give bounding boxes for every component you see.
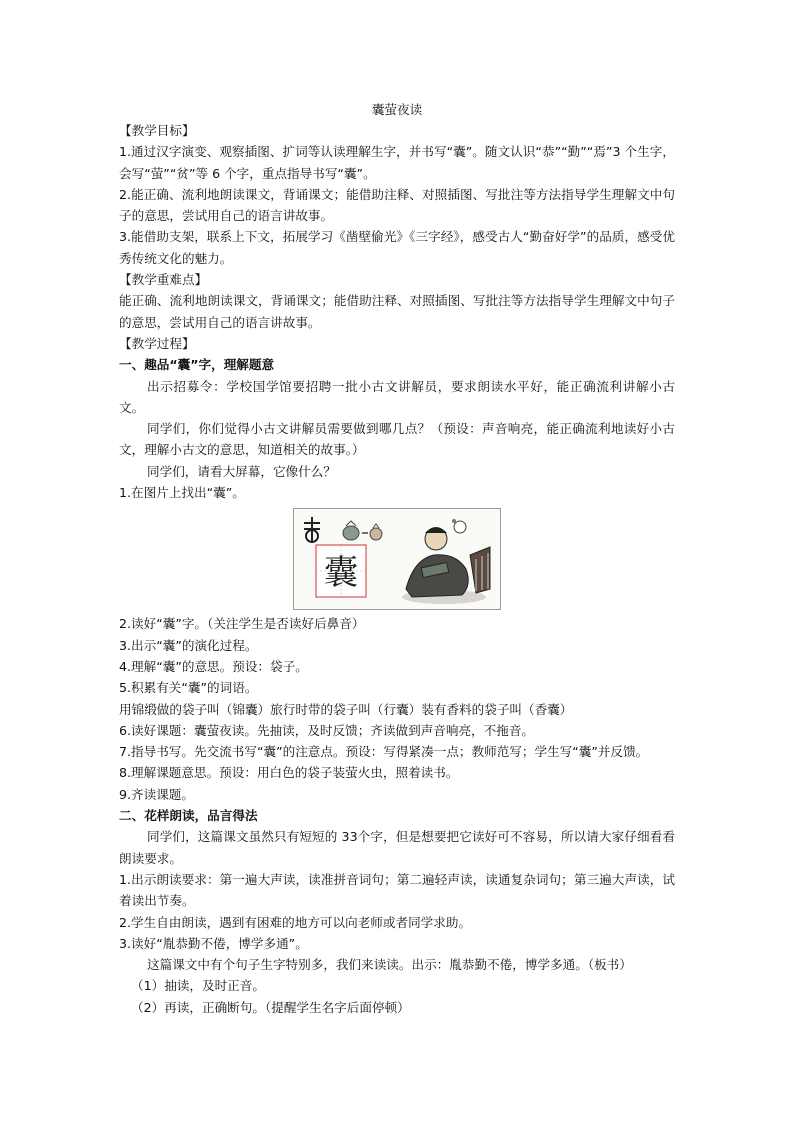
document-title: 囊萤夜读	[371, 102, 423, 117]
section-2-sub-item-2: （2）再读，正确断句。（提醒学生名字后面停顿）	[131, 999, 410, 1015]
section-1-item-8: 8.理解课题意思。预设：用白色的袋子装萤火虫，照着读书。	[119, 765, 459, 781]
character-nang: 囊	[324, 553, 358, 594]
ancient-glyph-icon	[304, 517, 320, 543]
section-1-item-1: 1.在图片上找出“囊”。	[119, 485, 245, 501]
section-2-para-1: 同学们，这篇课文虽然只有短短的 33个字，但是想要把它读好可不容易，所以请大家仔细看看朗读要求。	[119, 829, 675, 866]
section-2-para-2: 这篇课文中有个句子生字特别多，我们来读读。出示：胤恭勤不倦，博学多通。（板书）	[147, 957, 632, 973]
section-1-item-9: 9.齐读课题。	[119, 786, 194, 802]
goals-heading: 【教学目标】	[119, 123, 195, 138]
character-frame	[316, 545, 366, 597]
section-1-para-2: 同学们，你们觉得小古文讲解员需要做到哪几点？（预设：声音响亮，能正确流利地读好小古文，理解小古文的意思，知道相关的故事。）	[119, 421, 675, 458]
section-1-item-5: 5.积累有关“囊”的词语。	[119, 680, 258, 696]
goal-3: 3.能借助支架，联系上下文，拓展学习《凿壁偷光》《三字经》，感受古人“勤奋好学”的品质，感受优秀传统文化的魅力。	[119, 229, 675, 266]
goal-2: 2.能正确、流利地朗读课文，背诵课文；能借助注释、对照插图、写批注等方法指导学生理解文中句子的意思，尝试用自己的语言讲故事。	[119, 186, 675, 224]
section-2-item-1: 1.出示朗读要求：第一遍大声读，读准拼音词句；第二遍轻声读，读通复杂词句；第三遍大声读，试着读出节奏。	[119, 871, 675, 909]
section-1-heading: 一、趣品“囊”字，理解题意	[119, 357, 275, 373]
section-2-item-2: 2.学生自由朗读，遇到有困难的地方可以向老师或者同学求助。	[119, 914, 472, 930]
key-points-heading: 【教学重难点】	[119, 272, 208, 288]
section-1-item-2: 2.读好“囊”字。（关注学生是否读好后鼻音）	[119, 616, 365, 632]
section-1-para-1: 出示招募令：学校国学馆要招聘一批小古文讲解员，要求朗读水平好，能正确流利讲解小古文。	[119, 378, 675, 415]
section-1-item-7: 7.指导书写。先交流书写“囊”的注意点。预设：写得紧凑一点；教师范写；学生写“囊”并反馈。	[119, 744, 649, 760]
document-page	[119, 100, 675, 1018]
section-1-item-4: 4.理解“囊”的意思。预设：袋子。	[119, 658, 308, 674]
section-2-sub-item-1: （1）抽读，及时正音。	[131, 978, 265, 994]
key-points-text: 能正确、流利地朗读课文，背诵课文；能借助注释、对照插图、写批注等方法指导学生理解文中句子的意思，尝试用自己的语言讲故事。	[119, 293, 675, 330]
scholar-figure-icon	[402, 519, 490, 604]
bag-drawing-icon	[343, 521, 382, 540]
illustration-svg	[294, 509, 500, 609]
section-1-item-3: 3.出示“囊”的演化过程。	[119, 637, 258, 653]
goal-1: 1.通过汉字演变、观察插图、扩词等认读理解生字，并书写“囊”。随文认识“恭”“勤”“焉”3 个生字，会写“萤”“贫”等 6 个字，重点指导书写“囊”。	[119, 144, 675, 181]
section-2-item-3: 3.读好“胤恭勤不倦，博学多通”。	[119, 935, 308, 951]
section-2-heading: 二、花样朗读，品言得法	[119, 808, 258, 824]
section-1-item-6: 6.读好课题：囊萤夜读。先抽读，及时反馈；齐读做到声音响亮，不拖音。	[119, 722, 535, 738]
section-1-vocab-line: 用锦缎做的袋子叫（锦囊）旅行时带的袋子叫（行囊）装有香料的袋子叫（香囊）	[119, 701, 573, 717]
section-1-para-3: 同学们，请看大屏幕，它像什么？	[147, 463, 336, 479]
process-heading: 【教学过程】	[119, 335, 195, 351]
nang-evolution-illustration	[293, 508, 501, 610]
